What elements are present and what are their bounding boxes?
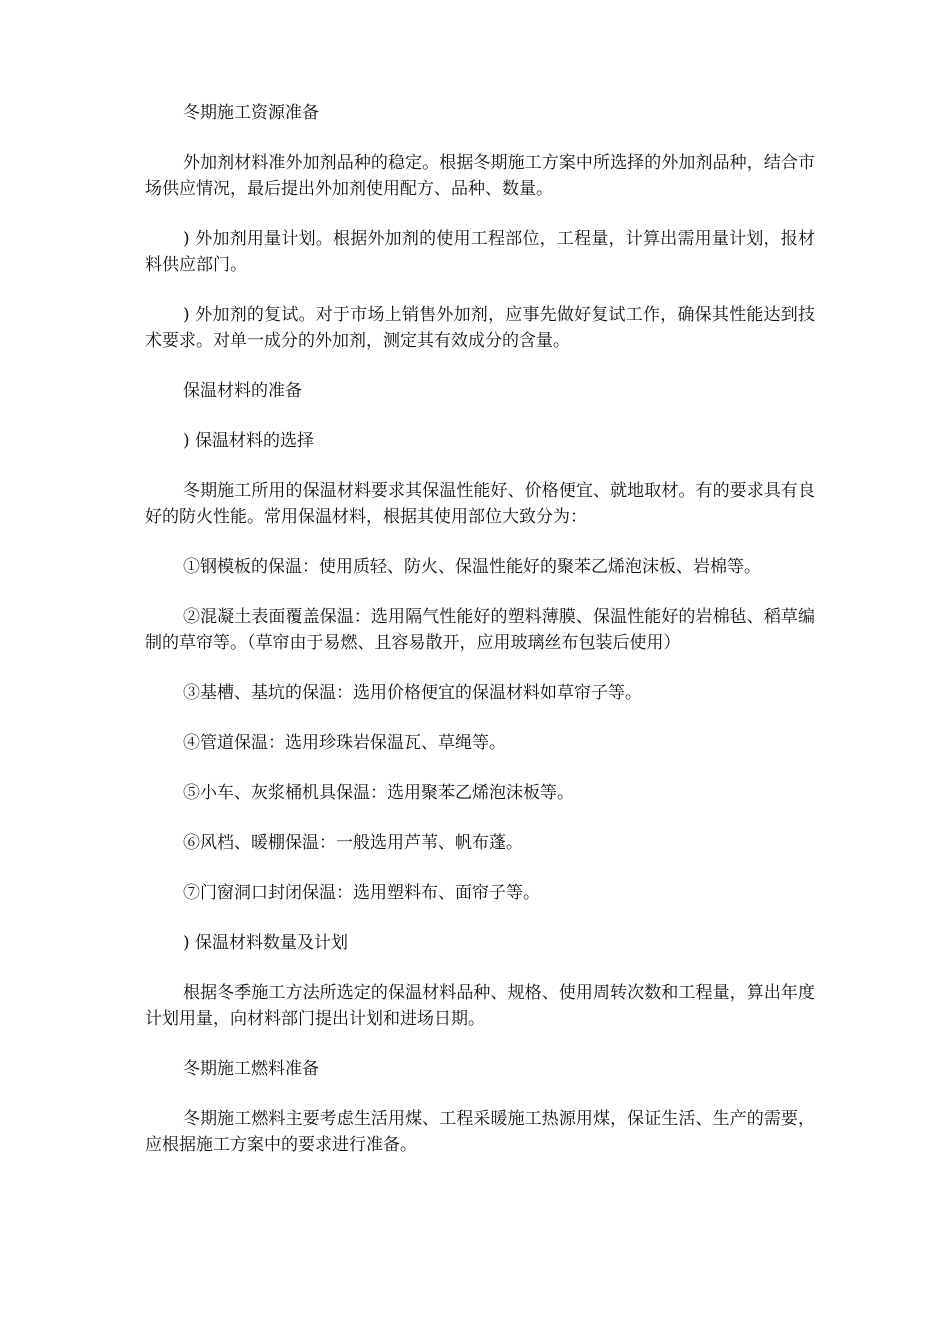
list-item-4: ④管道保温：选用珍珠岩保温瓦、草绳等。 [183, 733, 506, 753]
document-page [145, 100, 815, 1182]
list-item-2: ②混凝土表面覆盖保温：选用隔气性能好的塑料薄膜、保温性能好的岩棉毡、稻草编制的草帘等。（草帘由于易燃、且容易散开，应用玻璃丝布包装后使用） [145, 607, 815, 653]
subheading-insulation-quantity: ) 保温材料数量及计划 [183, 933, 349, 953]
section-heading-resources: 冬期施工资源准备 [183, 103, 319, 123]
list-item-5: ⑤小车、灰浆桶机具保温：选用聚苯乙烯泡沫板等。 [183, 783, 574, 803]
list-item-7: ⑦门窗洞口封闭保温：选用塑料布、面帘子等。 [183, 883, 540, 903]
list-item-3: ③基槽、基坑的保温：选用价格便宜的保温材料如草帘子等。 [183, 683, 642, 703]
list-item-1: ①钢模板的保温：使用质轻、防火、保温性能好的聚苯乙烯泡沫板、岩棉等。 [183, 557, 761, 577]
section-heading-insulation: 保温材料的准备 [183, 381, 302, 401]
paragraph-fuel-preparation: 冬期施工燃料主要考虑生活用煤、工程采暖施工热源用煤，保证生活、生产的需要，应根据施工方案中的要求进行准备。 [145, 1109, 815, 1155]
paragraph-admixture-plan: ) 外加剂用量计划。根据外加剂的使用工程部位，工程量，计算出需用量计划，报材料供应部门。 [145, 229, 815, 275]
paragraph-insulation-requirements: 冬期施工所用的保温材料要求其保温性能好、价格便宜、就地取材。有的要求具有良好的防火性能。常用保温材料，根据其使用部位大致分为： [145, 481, 815, 527]
paragraph-insulation-plan: 根据冬季施工方法所选定的保温材料品种、规格、使用周转次数和工程量，算出年度计划用量，向材料部门提出计划和进场日期。 [145, 983, 815, 1029]
list-item-6: ⑥风档、暖棚保温：一般选用芦苇、帆布蓬。 [183, 833, 523, 853]
subheading-insulation-selection: ) 保温材料的选择 [183, 431, 315, 451]
section-heading-fuel: 冬期施工燃料准备 [183, 1059, 319, 1079]
paragraph-admixture-retest: ) 外加剂的复试。对于市场上销售外加剂，应事先做好复试工作，确保其性能达到技术要求。对单一成分的外加剂，测定其有效成分的含量。 [145, 305, 815, 351]
paragraph-admixture-selection: 外加剂材料准外加剂品种的稳定。根据冬期施工方案中所选择的外加剂品种，结合市场供应情况，最后提出外加剂使用配方、品种、数量。 [145, 153, 815, 199]
